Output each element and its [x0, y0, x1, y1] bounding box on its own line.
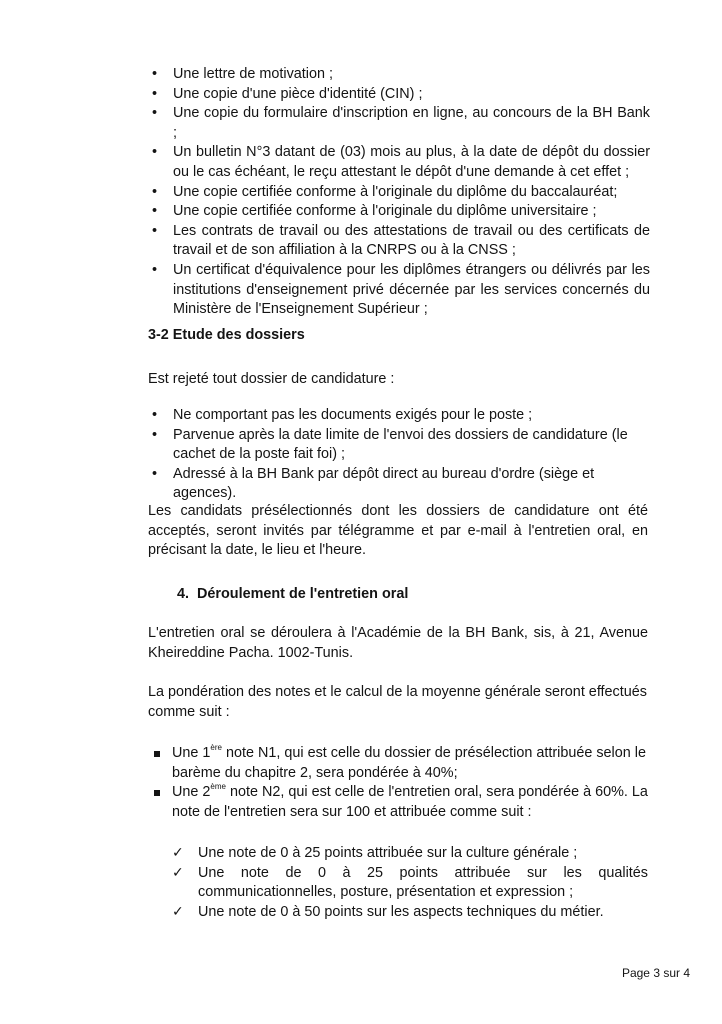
list-item: • Une copie du formulaire d'inscription en ligne, au concours de la BH Bank ;	[150, 104, 650, 143]
criteria-checklist	[172, 844, 648, 922]
list-item: • Adressé à la BH Bank par dépôt direct au bureau d'ordre (siège et agences).	[150, 465, 650, 504]
note1-superscript: ère	[210, 743, 222, 753]
section-heading-3-2: 3-2 Etude des dossiers	[148, 327, 305, 343]
preselection-paragraph: Les candidats présélectionnés dont les dossiers de candidature ont été acceptés, seront invités par télégramme et par e-mail à l'entretien oral, en précisant la date, le lieu et l'heure.	[148, 503, 648, 559]
section-number: 4.	[177, 586, 190, 602]
section-title: Déroulement de l'entretien oral	[197, 586, 409, 602]
note2-superscript: ème	[210, 782, 226, 792]
note1-prefix: Une 1	[172, 745, 211, 761]
note1-text: note N1, qui est celle du dossier de présélection attribuée selon le barème du chapitre 2, sera pondérée à 40%;	[172, 745, 646, 781]
required-documents-list	[150, 65, 650, 320]
rejection-intro: Est rejeté tout dossier de candidature :	[148, 371, 395, 387]
list-item: • Une copie certifiée conforme à l'originale du diplôme du baccalauréat;	[150, 183, 650, 203]
note2-text: note N2, qui est celle de l'entretien oral, sera pondérée à 60%. La note de l'entretien sera sur 100 et attribuée comme suit :	[172, 784, 648, 820]
page-number: Page 3 sur 4	[621, 966, 690, 980]
list-item: • Une lettre de motivation ;	[150, 65, 650, 85]
list-item: • Ne comportant pas les documents exigés pour le poste ;	[150, 406, 650, 426]
list-item: • Une copie d'une pièce d'identité (CIN) ;	[150, 85, 650, 105]
notes-list	[148, 744, 648, 822]
weighting-intro-paragraph: La pondération des notes et le calcul de la moyenne générale seront effectués comme suit :	[148, 684, 647, 720]
list-item: • Parvenue après la date limite de l'envoi des dossiers de candidature (le cachet de la poste fait foi) ;	[150, 426, 650, 465]
interview-location-paragraph: L'entretien oral se déroulera à l'Académie de la BH Bank, sis, à 21, Avenue Kheireddine Pacha. 1002-Tunis.	[148, 625, 648, 661]
section-heading-4	[177, 585, 408, 605]
list-item: • Un bulletin N°3 datant de (03) mois au plus, à la date de dépôt du dossier ou le cas échéant, le reçu attestant le dépôt d'une demande à cet effet ;	[150, 143, 650, 182]
list-item: • Une copie certifiée conforme à l'originale du diplôme universitaire ;	[150, 202, 650, 222]
rejection-list	[150, 406, 650, 504]
list-item: ✓ Une note de 0 à 25 points attribuée sur les qualités communicationnelles, posture, présentation et expression ;	[172, 864, 648, 903]
list-item	[148, 783, 648, 822]
note2-prefix: Une 2	[172, 784, 211, 801]
list-item: ✓ Une note de 0 à 25 points attribuée sur la culture générale ;	[172, 844, 648, 864]
list-item: • Les contrats de travail ou des attestations de travail ou des certificats de travail et de son affiliation à la CNRPS ou à la CNSS ;	[150, 222, 650, 261]
list-item: • Un certificat d'équivalence pour les diplômes étrangers ou délivrés par les institutions d'enseignement privé décernée par les services concernés du Ministère de l'Enseignement Supérieur ;	[150, 261, 650, 320]
list-item	[148, 744, 648, 783]
list-item: ✓ Une note de 0 à 50 points sur les aspects techniques du métier.	[172, 903, 648, 923]
